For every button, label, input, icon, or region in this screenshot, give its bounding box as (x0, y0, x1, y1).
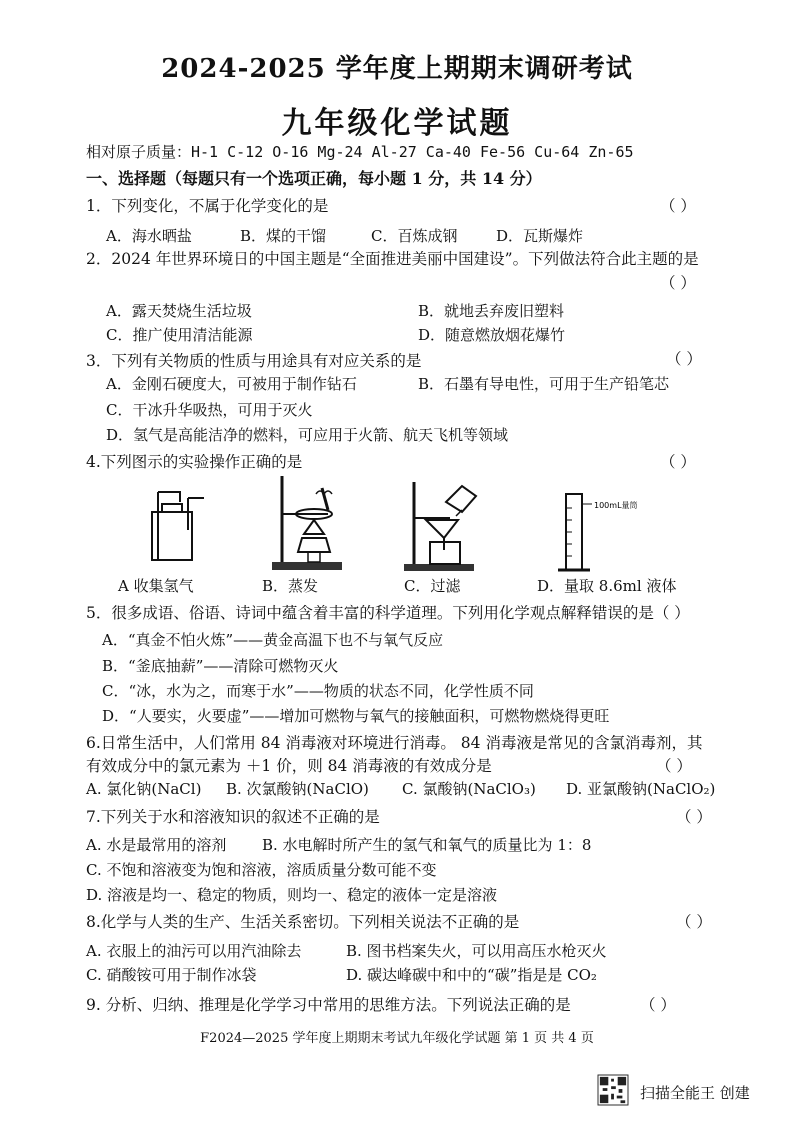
q1-stem: 1．下列变化，不属于化学变化的是 (86, 197, 329, 215)
q2-stem: 2．2024 年世界环境日的中国主题是“全面推进美丽中国建设”。下列做法符合此主题的是 (86, 250, 699, 268)
q7-option-b: B. 水电解时所产生的氢气和氧气的质量比为 1：8 (262, 836, 592, 854)
q6-option-c: C. 氯酸钠(NaClO₃) (402, 780, 536, 798)
q2-option-d: D．随意燃放烟花爆竹 (418, 326, 566, 344)
q3-stem: 3．下列有关物质的性质与用途具有对应关系的是 (86, 352, 422, 370)
q8-option-c: C. 硝酸铵可用于制作冰袋 (86, 966, 257, 984)
figure-evaporation (268, 474, 348, 574)
q6-answer-paren: （ ） (656, 757, 692, 775)
figure-measuring-cylinder (552, 488, 662, 578)
figure-gas-collection (140, 490, 210, 570)
atomic-masses: 相对原子质量：H-1 C-12 O-16 Mg-24 Al-27 Ca-40 Fe-56 Cu-64 Zn-65 (86, 143, 634, 161)
q6-option-a: A. 氯化钠(NaCl) (86, 780, 202, 798)
q4-option-c: C．过滤 (404, 577, 461, 595)
q1-answer-paren: （ ） (660, 197, 696, 215)
q8-option-d: D. 碳达峰碳中和中的“碳”指是是 CO₂ (346, 966, 597, 984)
q1-option-a: A．海水晒盐 (106, 227, 192, 245)
q8-option-b: B. 图书档案失火，可以用高压水枪灭火 (346, 942, 607, 960)
figure-filtration (400, 480, 490, 575)
q5-option-b: B．“釜底抽薪”——清除可燃物灭火 (102, 657, 339, 675)
q1-option-c: C．百炼成钢 (371, 227, 458, 245)
q2-answer-paren: （ ） (660, 274, 696, 292)
exam-subtitle: 九年级化学试题 (281, 106, 513, 141)
q3-option-b: B．石墨有导电性，可用于生产铅笔芯 (418, 375, 670, 393)
q2-option-b: B．就地丢弃废旧塑料 (418, 302, 565, 320)
q2-option-c: C．推广使用清洁能源 (106, 326, 253, 344)
section-heading: 一、选择题（每题只有一个选项正确，每小题 1 分，共 14 分） (86, 169, 542, 188)
q1-option-b: B．煤的干馏 (240, 227, 327, 245)
q9-stem: 9. 分析、归纳、推理是化学学习中常用的思维方法。下列说法正确的是 (86, 996, 571, 1014)
page-footer: F2024—2025 学年度上期期末考试九年级化学试题 第 1 页 共 4 页 (200, 1031, 594, 1046)
q3-option-c: C．干冰升华吸热，可用于灭火 (106, 401, 313, 419)
q1-option-d: D．瓦斯爆炸 (496, 227, 584, 245)
q3-option-d: D．氢气是高能洁净的燃料，可应用于火箭、航天飞机等领域 (106, 426, 509, 444)
qr-code-icon (598, 1075, 628, 1105)
q7-option-a: A. 水是最常用的溶剂 (86, 836, 227, 854)
q6-stem-line2: 有效成分中的氯元素为 ＋1 价，则 84 消毒液的有效成分是 (86, 757, 492, 775)
q5-option-d: D．“人要实，火要虚”——增加可燃物与氧气的接触面积，可燃物燃烧得更旺 (102, 707, 610, 725)
q8-option-a: A. 衣服上的油污可以用汽油除去 (86, 942, 302, 960)
q7-answer-paren: （ ） (676, 808, 712, 826)
q5-option-a: A．“真金不怕火炼”——黄金高温下也不与氧气反应 (102, 631, 444, 649)
q5-option-c: C．“冰，水为之，而寒于水”——物质的状态不同，化学性质不同 (102, 682, 534, 700)
q5-stem: 5．很多成语、俗语、诗词中蕴含着丰富的科学道理。下列用化学观点解释错误的是（ ） (86, 604, 690, 622)
q4-option-a: A 收集氢气 (118, 577, 194, 595)
q3-answer-paren: （ ） (666, 350, 702, 368)
q4-option-d: D．量取 8.6ml 液体 (537, 577, 677, 595)
q4-answer-paren: （ ） (660, 453, 696, 471)
cylinder-label: 100mL量筒 (594, 501, 638, 510)
q9-answer-paren: （ ） (640, 996, 676, 1014)
scanner-watermark: 扫描全能王 创建 (640, 1084, 750, 1102)
q4-stem: 4.下列图示的实验操作正确的是 (86, 453, 303, 471)
q6-stem-line1: 6.日常生活中，人们常用 84 消毒液对环境进行消毒。 84 消毒液是常见的含氯消毒剂，其 (86, 734, 703, 752)
q7-option-c: C. 不饱和溶液变为饱和溶液，溶质质量分数可能不变 (86, 861, 437, 879)
exam-title: 2024-2025 学年度上期期末调研考试 (161, 54, 633, 84)
q3-option-a: A．金刚石硬度大，可被用于制作钻石 (106, 375, 357, 393)
q2-option-a: A．露天焚烧生活垃圾 (106, 302, 252, 320)
q4-option-b: B．蒸发 (262, 577, 319, 595)
q8-stem: 8.化学与人类的生产、生活关系密切。下列相关说法不正确的是 (86, 913, 520, 931)
q7-stem: 7.下列关于水和溶液知识的叙述不正确的是 (86, 808, 380, 826)
q6-option-d: D. 亚氯酸钠(NaClO₂) (566, 780, 716, 798)
q6-option-b: B. 次氯酸钠(NaClO) (226, 780, 369, 798)
q7-option-d: D. 溶液是均一、稳定的物质，则均一、稳定的液体一定是溶液 (86, 886, 498, 904)
q8-answer-paren: （ ） (676, 913, 712, 931)
